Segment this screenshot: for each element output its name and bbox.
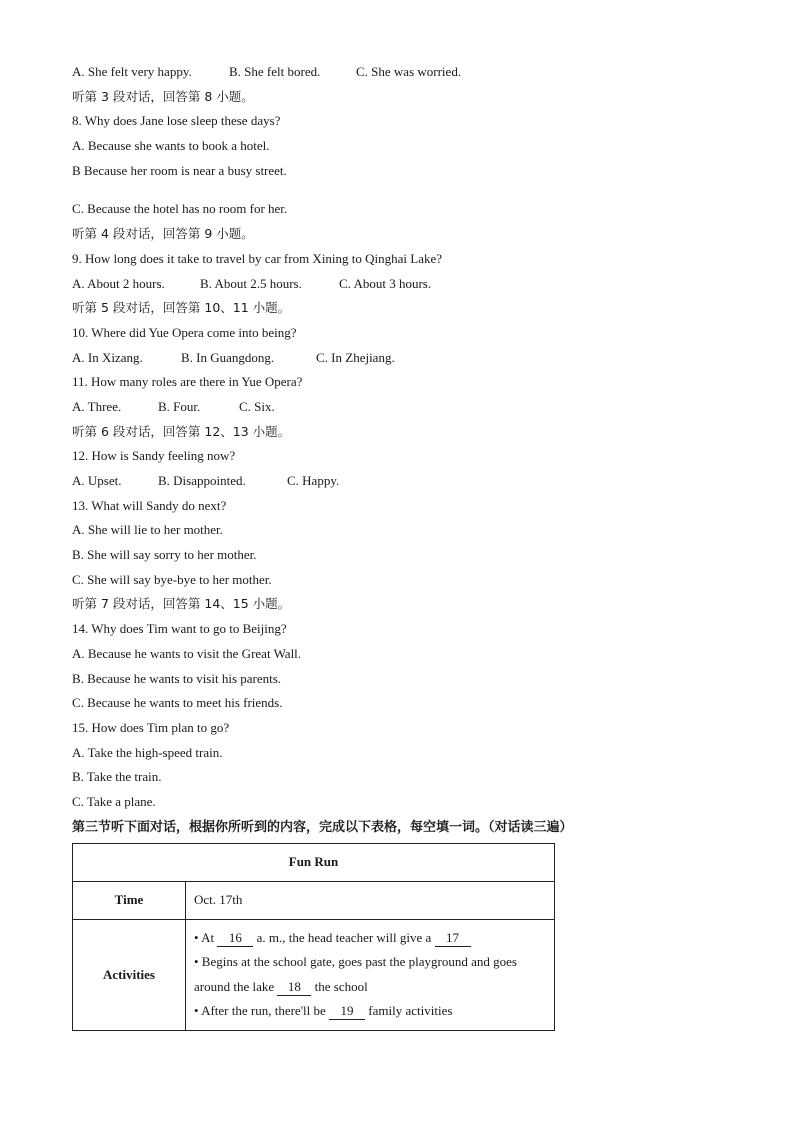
option-c: C. About 3 hours.	[339, 275, 432, 291]
option-a: A. She felt very happy.	[72, 64, 192, 79]
section-3-heading: 听第 3 段对话，回答第 8 小题。	[72, 88, 254, 104]
q9: 9. How long does it take to travel by car from Xining to Qinghai Lake?	[72, 250, 443, 266]
question-list	[72, 60, 712, 815]
section-6-heading: 听第 6 段对话，回答第 12、13 小题。	[72, 423, 291, 439]
q10: 10. Where did Yue Opera come into being?	[72, 324, 297, 340]
blank-19[interactable]: 19	[329, 1003, 365, 1020]
q13-option-a: A. She will lie to her mother.	[72, 522, 223, 538]
option-b: B. Disappointed.	[158, 473, 246, 488]
q7-options	[72, 60, 712, 85]
section-7-heading: 听第 7 段对话，回答第 14、15 小题。	[72, 596, 291, 612]
q14: 14. Why does Tim want to go to Beijing?	[72, 621, 287, 637]
q13-option-c: C. She will say bye-bye to her mother.	[72, 571, 272, 587]
q15: 15. How does Tim plan to go?	[72, 719, 230, 735]
document-page	[72, 60, 712, 1031]
spacer	[72, 183, 712, 197]
q15-option-b: B. Take the train.	[72, 769, 162, 785]
q13: 13. What will Sandy do next?	[72, 497, 227, 513]
option-a: A. Upset.	[72, 473, 122, 488]
q13-option-b: B. She will say sorry to her mother.	[72, 547, 257, 563]
q14-option-a: A. Because he wants to visit the Great Wall.	[72, 645, 302, 661]
option-b: B. She felt bored.	[229, 64, 321, 79]
q15-option-c: C. Take a plane.	[72, 793, 156, 809]
option-a: A. In Xizang.	[72, 349, 143, 365]
blank-17[interactable]: 17	[435, 930, 471, 947]
activities-label: Activities	[73, 919, 186, 1030]
activity-2: • Begins at the school gate, goes past the playground and goes around the lake 18 the school	[194, 954, 517, 994]
q10-options	[72, 346, 712, 371]
q8-option-b: B Because her room is near a busy street.	[72, 162, 287, 178]
q11-options	[72, 395, 712, 420]
time-label: Time	[73, 881, 186, 919]
option-a: A. About 2 hours.	[72, 275, 165, 291]
option-b: B. In Guangdong.	[181, 349, 275, 365]
section-4-heading: 听第 4 段对话，回答第 9 小题。	[72, 226, 254, 242]
q14-option-c: C. Because he wants to meet his friends.	[72, 695, 283, 711]
q8: 8. Why does Jane lose sleep these days?	[72, 113, 281, 129]
time-value: Oct. 17th	[186, 881, 555, 919]
option-b: B. Four.	[158, 398, 201, 414]
blank-16[interactable]: 16	[217, 930, 253, 947]
table-title: Fun Run	[73, 843, 555, 881]
section-5-heading: 听第 5 段对话，回答第 10、11 小题。	[72, 300, 291, 316]
q11: 11. How many roles are there in Yue Opera?	[72, 374, 303, 390]
q14-option-b: B. Because he wants to visit his parents.	[72, 670, 282, 686]
q9-options	[72, 272, 712, 297]
q15-option-a: A. Take the high-speed train.	[72, 744, 223, 760]
q12-options	[72, 469, 712, 494]
section-3-title: 第三节听下面对话，根据你所听到的内容，完成以下表格，每空填一词。（对话读三遍）	[72, 819, 573, 835]
option-c: C. In Zhejiang.	[316, 349, 395, 365]
option-c: C. She was worried.	[356, 64, 462, 79]
q8-option-c: C. Because the hotel has no room for her.	[72, 201, 288, 217]
q12: 12. How is Sandy feeling now?	[72, 448, 236, 464]
fun-run-table	[72, 843, 555, 1031]
activities-cell	[186, 919, 555, 1030]
q8-option-a: A. Because she wants to book a hotel.	[72, 138, 270, 154]
blank-18[interactable]: 18	[277, 979, 311, 996]
option-b: B. About 2.5 hours.	[200, 275, 302, 291]
activity-1: • At 16 a. m., the head teacher will give a 17	[194, 926, 546, 951]
activity-3: • After the run, there'll be 19 family activities	[194, 1003, 453, 1019]
option-c: C. Happy.	[287, 473, 340, 488]
option-c: C. Six.	[239, 398, 275, 414]
option-a: A. Three.	[72, 398, 122, 414]
